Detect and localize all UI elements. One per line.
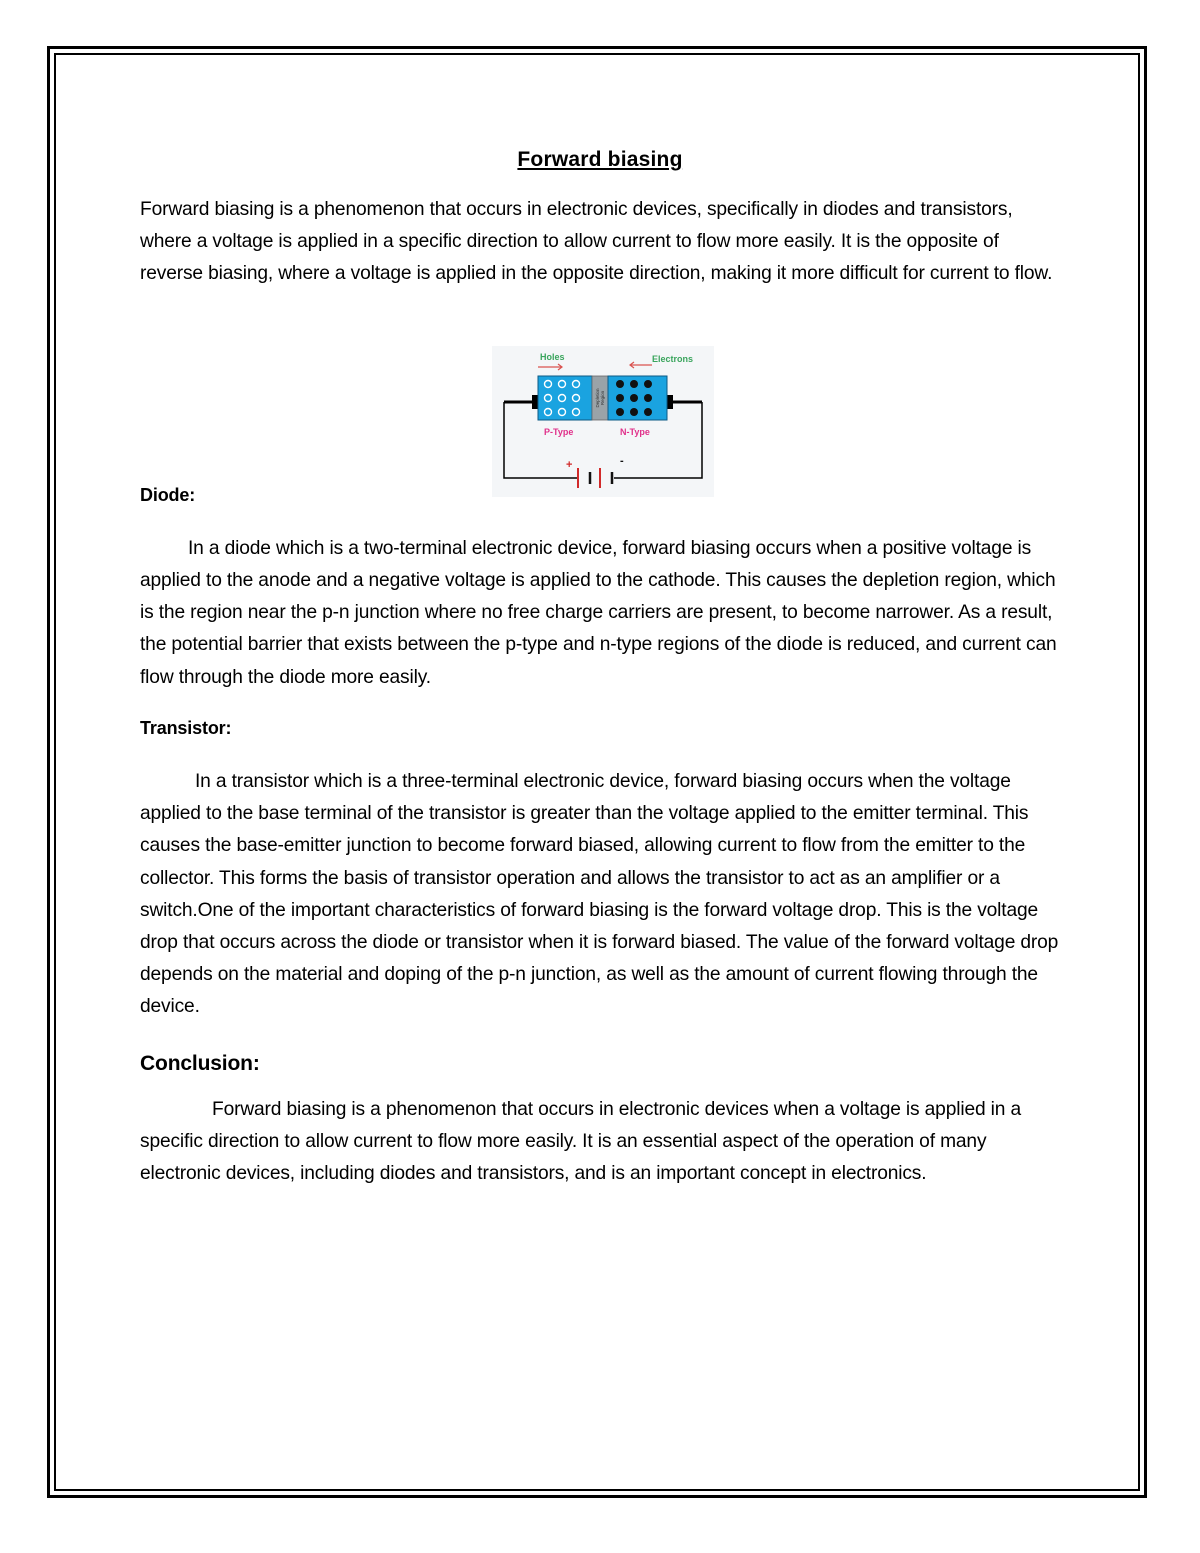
electrons-group xyxy=(616,380,652,416)
holes-label: Holes xyxy=(540,352,565,362)
page-title: Forward biasing xyxy=(517,148,683,171)
electron xyxy=(644,394,652,402)
intro-paragraph: Forward biasing is a phenomenon that occurs in electronic devices, specifically in diodes and transistors, where a voltage is applied in a specific direction to allow current to flow more easily. It is the opposite of reverse biasing, where a voltage is applied in the opposite direction, making it more difficult for current to flow. xyxy=(140,199,1053,285)
electron xyxy=(630,408,638,416)
electrons-label: Electrons xyxy=(652,354,694,364)
conclusion-paragraph: Forward biasing is a phenomenon that occurs in electronic devices when a voltage is applied in a specific direction to allow current to flow more easily. It is an essential aspect of the operation of many electronic devices, including diodes and transistors, and is an important concept in electronics. xyxy=(140,1098,1022,1185)
transistor-heading: Transistor: xyxy=(140,717,232,738)
forward-bias-diagram xyxy=(492,346,714,497)
p-type-label: P-Type xyxy=(544,427,574,437)
electron xyxy=(616,408,624,416)
conclusion-heading: Conclusion: xyxy=(140,1051,260,1075)
depletion-label-2: Region xyxy=(600,390,605,406)
electron xyxy=(616,394,624,402)
diode-heading: Diode: xyxy=(140,484,196,505)
diagram-background xyxy=(492,346,714,497)
depletion-label-1: Depletion xyxy=(595,388,600,408)
battery-plus-label: + xyxy=(566,459,573,471)
diode-paragraph: In a diode which is a two-terminal electronic device, forward biasing occurs when a positive voltage is applied to the anode and a negative voltage is applied to the cathode. This causes the depletion region, which is the region near the p-n junction where no free charge carriers are present, to become narrower. As a result, the potential barrier that exists between the p-type and n-type regions of the diode is reduced, and current can flow through the diode more easily. xyxy=(140,537,1057,688)
document-body xyxy=(140,148,1060,1190)
electron xyxy=(630,380,638,388)
battery-minus-label: - xyxy=(620,455,624,467)
left-terminal xyxy=(532,395,538,409)
right-terminal xyxy=(667,395,673,409)
electron xyxy=(630,394,638,402)
transistor-paragraph: In a transistor which is a three-terminal electronic device, forward biasing occurs when the voltage applied to the base terminal of the transistor is greater than the voltage applied to the emitter terminal. This causes the base-emitter junction to become forward biased, allowing current to flow from the emitter to the collector. This forms the basis of transistor operation and allows the transistor to act as an amplifier or a switch.One of the important characteristics of forward biasing is the forward voltage drop. This is the voltage drop that occurs across the diode or transistor when it is forward biased. The value of the forward voltage drop depends on the material and doping of the p-n junction, as well as the amount of current flowing through the device. xyxy=(140,771,1059,1018)
electron xyxy=(644,408,652,416)
n-type-label: N-Type xyxy=(620,427,650,437)
electron xyxy=(644,380,652,388)
electron xyxy=(616,380,624,388)
